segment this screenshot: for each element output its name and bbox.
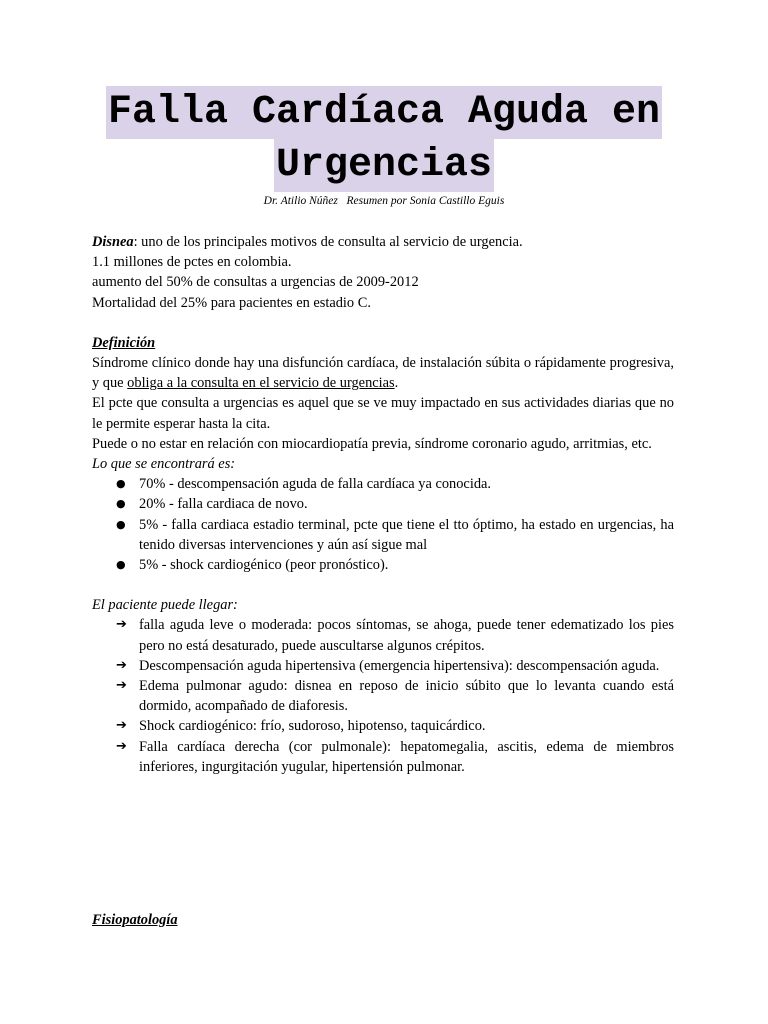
disnea-definition-text: : uno de los principales motivos de consulta al servicio de urgencia. [133,234,523,250]
document-body [92,232,674,777]
disnea-line: 1.1 millones de pctes en colombia. [92,254,292,271]
document-title [0,86,768,192]
definicion-paragraph-1: Síndrome clínico donde hay una disfunción cardíaca, de instalación súbita o rápidamente progresiva, y que obliga a la consulta en el servicio de urgencias. [92,355,674,392]
arrow-right-icon: ➔ [116,678,127,694]
definicion-heading: Definición [92,334,156,351]
list-item: ➔ falla aguda leve o moderada: pocos síntomas, se ahoga, puede tener edematizado los pies pero no está desaturado, puede auscultarse algunos crépitos. [116,617,674,654]
disnea-term: Disnea [92,234,134,250]
list-item: ➔ Descompensación aguda hipertensiva (emergencia hipertensiva): descompensación aguda. [92,656,674,676]
disnea-line: aumento del 50% de consultas a urgencias de 2009-2012 [92,274,419,291]
list-item: ● 5% - shock cardiogénico (peor pronóstico). [92,555,674,575]
encontrara-label: Lo que se encontrará es: [92,456,236,473]
arrow-right-icon: ➔ [116,738,127,754]
encontrara-bullet-list [92,474,674,575]
arrow-right-icon: ➔ [116,617,127,633]
disnea-definition [92,232,674,252]
list-item: ● 70% - descompensación aguda de falla cardíaca ya conocida. [92,474,674,494]
bullet-icon: ● [116,558,126,572]
list-item: ➔ Falla cardíaca derecha (cor pulmonale): hepatomegalia, ascitis, edema de miembros inferiores, ingurgitación yugular, hipertensión pulmonar. [116,738,674,775]
list-item: ➔ Shock cardiogénico: frío, sudoroso, hipotenso, taquicárdico. [92,716,674,736]
list-item: ➔ Edema pulmonar agudo: disnea en reposo de inicio súbito que lo levanta cuando está dormido, acompañado de diaforesis. [116,678,674,715]
definicion-paragraph-3: Puede o no estar en relación con miocardiopatía previa, síndrome coronario agudo, arritmias, etc. [92,435,652,452]
title-line-1: Falla Cardíaca Aguda en [106,86,662,139]
disnea-line: Mortalidad del 25% para pacientes en estadio C. [92,294,371,311]
fisiopatologia-heading: Fisiopatología [92,912,178,928]
list-item: ● 5% - falla cardiaca estadio terminal, pcte que tiene el tto óptimo, ha estado en urgencias, ha tenido diversas intervenciones y aún así sigue mal [116,516,674,553]
urgencias-underlined-text: obliga a la consulta en el servicio de urgencias [127,375,395,392]
arrow-right-icon: ➔ [116,657,127,673]
list-item: ● 20% - falla cardiaca de novo. [92,494,674,514]
llegar-arrow-list [92,615,674,777]
definicion-paragraph-2: El pcte que consulta a urgencias es aquel que se ve muy impactado en sus actividades diarias que no le permite esperar hasta la cita. [92,395,674,432]
llegar-label: El paciente puede llegar: [92,597,238,614]
arrow-right-icon: ➔ [116,718,127,734]
author-subtitle: Dr. Atilio Núñez Resumen por Sonia Castillo Eguis [263,195,505,207]
title-line-2: Urgencias [274,139,494,192]
bullet-icon: ● [116,497,126,511]
bullet-icon: ● [116,477,126,491]
bullet-icon: ● [116,517,126,531]
